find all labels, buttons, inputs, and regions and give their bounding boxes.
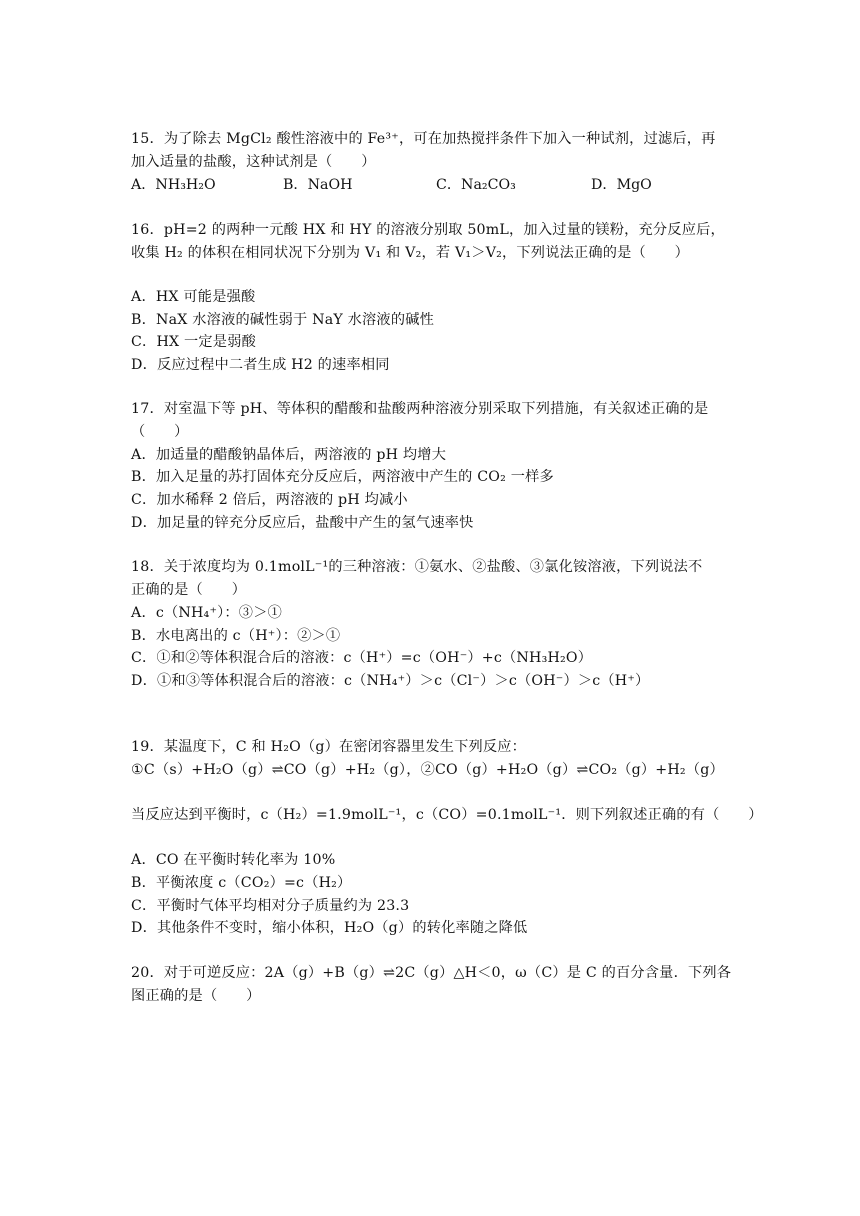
q19-option-a: A．CO 在平衡时转化率为 10%: [131, 852, 336, 868]
q15-option-c: C．Na₂CO₃: [436, 177, 516, 193]
q20-stem-line2: 图正确的是（ ）: [131, 988, 261, 1004]
q17-option-a: A．加适量的醋酸钠晶体后，两溶液的 pH 均增大: [131, 447, 447, 463]
q16-option-c: C．HX 一定是弱酸: [131, 334, 256, 350]
q17-option-d: D．加足量的锌充分反应后，盐酸中产生的氢气速率快: [131, 515, 474, 531]
q19-stem-line2: ①C（s）+H₂O（g）⇌CO（g）+H₂（g），②CO（g）+H₂O（g）⇌CO₂（g）+H₂（g）: [131, 762, 724, 778]
q15-stem-line1: 15．为了除去 MgCl₂ 酸性溶液中的 Fe³⁺，可在加热搅拌条件下加入一种试剂，过滤后，再: [131, 131, 716, 147]
q17-option-b: B．加入足量的苏打固体充分反应后，两溶液中产生的 CO₂ 一样多: [131, 469, 554, 485]
q18-option-b: B．水电离出的 c（H⁺）：②＞①: [131, 628, 341, 644]
q15-option-a: A．NH₃H₂O: [131, 177, 216, 193]
q19-option-b: B．平衡浓度 c（CO₂）=c（H₂）: [131, 875, 352, 891]
q15-option-d: D．MgO: [591, 177, 652, 193]
q18-option-a: A．c（NH₄⁺）：③＞①: [131, 605, 282, 621]
q19-option-d: D．其他条件不变时，缩小体积，H₂O（g）的转化率随之降低: [131, 920, 528, 936]
q15-option-b: B．NaOH: [283, 177, 353, 193]
q20-stem-line1: 20．对于可逆反应：2A（g）+B（g）⇌2C（g）△H＜0，ω（C）是 C 的百分含量．下列各: [131, 965, 732, 981]
q19-stem-line3: 当反应达到平衡时，c（H₂）=1.9molL⁻¹，c（CO）=0.1molL⁻¹．则下列叙述正确的有（ ）: [131, 807, 763, 823]
q19-stem-line1: 19．某温度下，C 和 H₂O（g）在密闭容器里发生下列反应：: [131, 739, 527, 755]
q16-option-d: D．反应过程中二者生成 H2 的速率相同: [131, 357, 390, 373]
q18-option-c: C．①和②等体积混合后的溶液：c（H⁺）=c（OH⁻）+c（NH₃H₂O）: [131, 650, 593, 666]
q17-stem-line2: （ ）: [131, 424, 189, 440]
q19-option-c: C．平衡时气体平均相对分子质量约为 23.3: [131, 898, 410, 914]
q16-stem-line2: 收集 H₂ 的体积在相同状况下分别为 V₁ 和 V₂，若 V₁＞V₂，下列说法正确的是（ ）: [131, 245, 690, 261]
q16-stem-line1: 16．pH=2 的两种一元酸 HX 和 HY 的溶液分别取 50mL，加入过量的镁粉，充分反应后，: [131, 222, 725, 238]
q18-option-d: D．①和③等体积混合后的溶液：c（NH₄⁺）＞c（Cl⁻）＞c（OH⁻）＞c（H⁺）: [131, 673, 650, 689]
q18-stem-line2: 正确的是（ ）: [131, 582, 247, 598]
q18-stem-line1: 18．关于浓度均为 0.1molL⁻¹的三种溶液：①氨水、②盐酸、③氯化铵溶液，下列说法不: [131, 559, 703, 575]
q15-stem-line2: 加入适量的盐酸，这种试剂是（ ）: [131, 154, 376, 170]
q17-stem-line1: 17．对室温下等 pH、等体积的醋酸和盐酸两种溶液分别采取下列措施，有关叙述正确的是: [131, 401, 709, 417]
q16-option-a: A．HX 可能是强酸: [131, 289, 256, 305]
q16-option-b: B．NaX 水溶液的碱性弱于 NaY 水溶液的碱性: [131, 312, 434, 328]
q17-option-c: C．加水稀释 2 倍后，两溶液的 pH 均减小: [131, 492, 408, 508]
